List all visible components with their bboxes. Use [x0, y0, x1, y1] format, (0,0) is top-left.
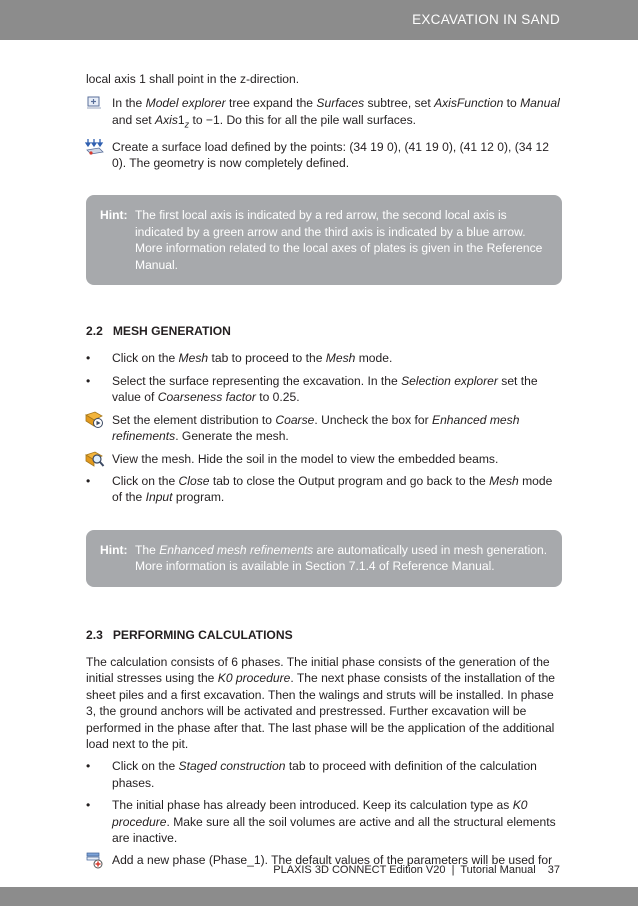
add-phase-icon	[85, 851, 105, 869]
hint-text: The Enhanced mesh refinements are automatically used in mesh generation. More information is available in Section 7.1.4 of Reference Manual.	[135, 542, 548, 574]
hint-label: Hint:	[100, 542, 128, 557]
step-generate-mesh: Set the element distribution to Coarse. Uncheck the box for Enhanced mesh refinements. Generate the mesh.	[86, 412, 562, 445]
bullet: •	[86, 473, 91, 488]
step-initial-phase: • The initial phase has already been introduced. Keep its calculation type as K0 procedure. Make sure all the soil volumes are active and all the structural elements are inactive.	[86, 798, 556, 845]
step-surface-load: Create a surface load defined by the points: (34 19 0), (41 19 0), (41 12 0), (34 12 0). The geometry is now completely defined.	[86, 139, 562, 172]
page-content	[86, 71, 562, 875]
step-add-phase: Add a new phase (Phase_1). The default values of the parameters will be used for	[86, 852, 562, 868]
intro-line: local axis 1 shall point in the z-direction.	[86, 72, 300, 86]
section-heading-mesh: 2.2 MESH GENERATION	[86, 324, 231, 339]
step-close-output: • Click on the Close tab to close the Output program and go back to the Mesh mode of the Input program.	[86, 473, 553, 505]
header-band	[0, 0, 638, 40]
hint-text: The first local axis is indicated by a red arrow, the second local axis is indicated by a green arrow and the third axis is indicated by a blue arrow. More information related to the local axes of plates is given in the Reference Manual.	[135, 208, 543, 272]
chapter-title: EXCAVATION IN SAND	[412, 12, 560, 27]
hint-box-mesh-refinements	[86, 530, 562, 587]
bullet: •	[86, 351, 91, 366]
step-model-explorer: In the Model explorer tree expand the Surfaces subtree, set AxisFunction to Manual and set $Axis1_z$ to −1. Do this for all the pile wall surfaces.	[86, 95, 562, 132]
generate-mesh-icon	[85, 411, 105, 429]
bullet: •	[86, 373, 91, 388]
model-explorer-icon	[85, 94, 105, 112]
bullet: •	[86, 759, 91, 774]
step-staged-construction: • Click on the Staged construction tab to proceed with definition of the calculation phases.	[86, 759, 537, 790]
section-heading-calculations: 2.3 PERFORMING CALCULATIONS	[86, 627, 293, 642]
step-mesh-tab: • Click on the Mesh tab to proceed to the Mesh mode.	[86, 351, 393, 366]
step-select-surface: • Select the surface representing the excavation. In the Selection explorer set the value of Coarseness factor to 0.25.	[86, 373, 538, 405]
calc-paragraph: The calculation consists of 6 phases. The initial phase consists of the generation of the initial stresses using the K0 procedure. The next phase consists of the installation of the sheet piles and a first excavation. Then the walings and struts will be installed. In phase 3, the ground anchors will be activated and prestressed. Further excavation will be performed in the phase after that. The last phase will be the application of the additional load next to the pit.	[86, 654, 556, 751]
hint-box-local-axes	[86, 195, 562, 285]
footer-band	[0, 887, 638, 906]
step-view-mesh: View the mesh. Hide the soil in the model to view the embedded beams.	[86, 451, 562, 467]
hint-label: Hint:	[100, 208, 128, 223]
surface-load-icon	[85, 138, 105, 156]
footer-text: PLAXIS 3D CONNECT Edition V20 | Tutorial Manual	[273, 864, 536, 876]
page-footer	[273, 864, 560, 876]
page-number: 37	[547, 864, 560, 876]
bullet: •	[86, 798, 91, 813]
view-mesh-icon	[85, 450, 105, 468]
